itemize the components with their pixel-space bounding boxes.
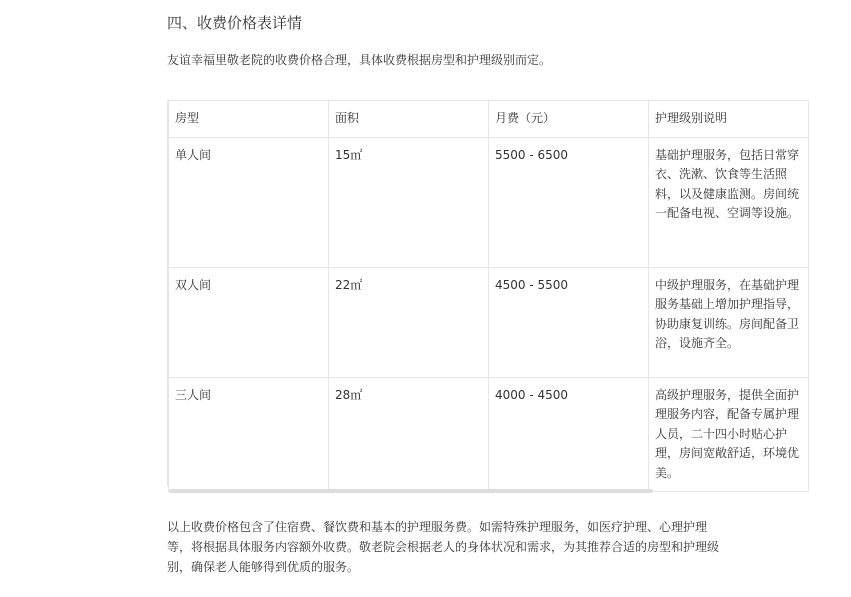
cell-care-level: 中级护理服务，在基础护理服务基础上增加护理指导，协助康复训练。房间配备卫浴，设施齐全。 [649,267,809,377]
section-heading: 四、收费价格表详情 [167,14,303,32]
header-care-level: 护理级别说明 [649,101,809,138]
header-room-type: 房型 [169,101,329,138]
cell-room-type: 三人间 [169,377,329,492]
cell-monthly-fee: 4500 - 5500 [489,267,649,377]
section-intro: 友谊幸福里敬老院的收费价格合理，具体收费根据房型和护理级别而定。 [167,53,552,67]
table-horizontal-scrollbar[interactable] [167,488,727,494]
price-table-container[interactable] [167,100,800,486]
table-row [169,267,809,377]
cell-room-type: 双人间 [169,267,329,377]
cell-area: 28㎡ [329,377,489,492]
cell-room-type: 单人间 [169,137,329,267]
header-monthly-fee: 月费（元） [489,101,649,138]
cell-area: 22㎡ [329,267,489,377]
footer-note: 以上收费价格包含了住宿费、餐饮费和基本的护理服务费。如需特殊护理服务，如医疗护理、心理护理等，将根据具体服务内容额外收费。敬老院会根据老人的身体状况和需求，为其推荐合适的房型和护理级别，确保老人能够得到优质的服务。 [167,520,720,574]
table-header-row [169,101,809,138]
cell-area: 15㎡ [329,137,489,267]
price-table [168,100,809,492]
header-area: 面积 [329,101,489,138]
cell-monthly-fee: 5500 - 6500 [489,137,649,267]
table-row [169,137,809,267]
scrollbar-thumb[interactable] [169,489,653,493]
cell-monthly-fee: 4000 - 4500 [489,377,649,492]
cell-care-level: 基础护理服务，包括日常穿衣、洗漱、饮食等生活照料，以及健康监测。房间统一配备电视、空调等设施。 [649,137,809,267]
cell-care-level: 高级护理服务，提供全面护理服务内容，配备专属护理人员，二十四小时贴心护理，房间宽敞舒适，环境优美。 [649,377,809,492]
table-row [169,377,809,492]
